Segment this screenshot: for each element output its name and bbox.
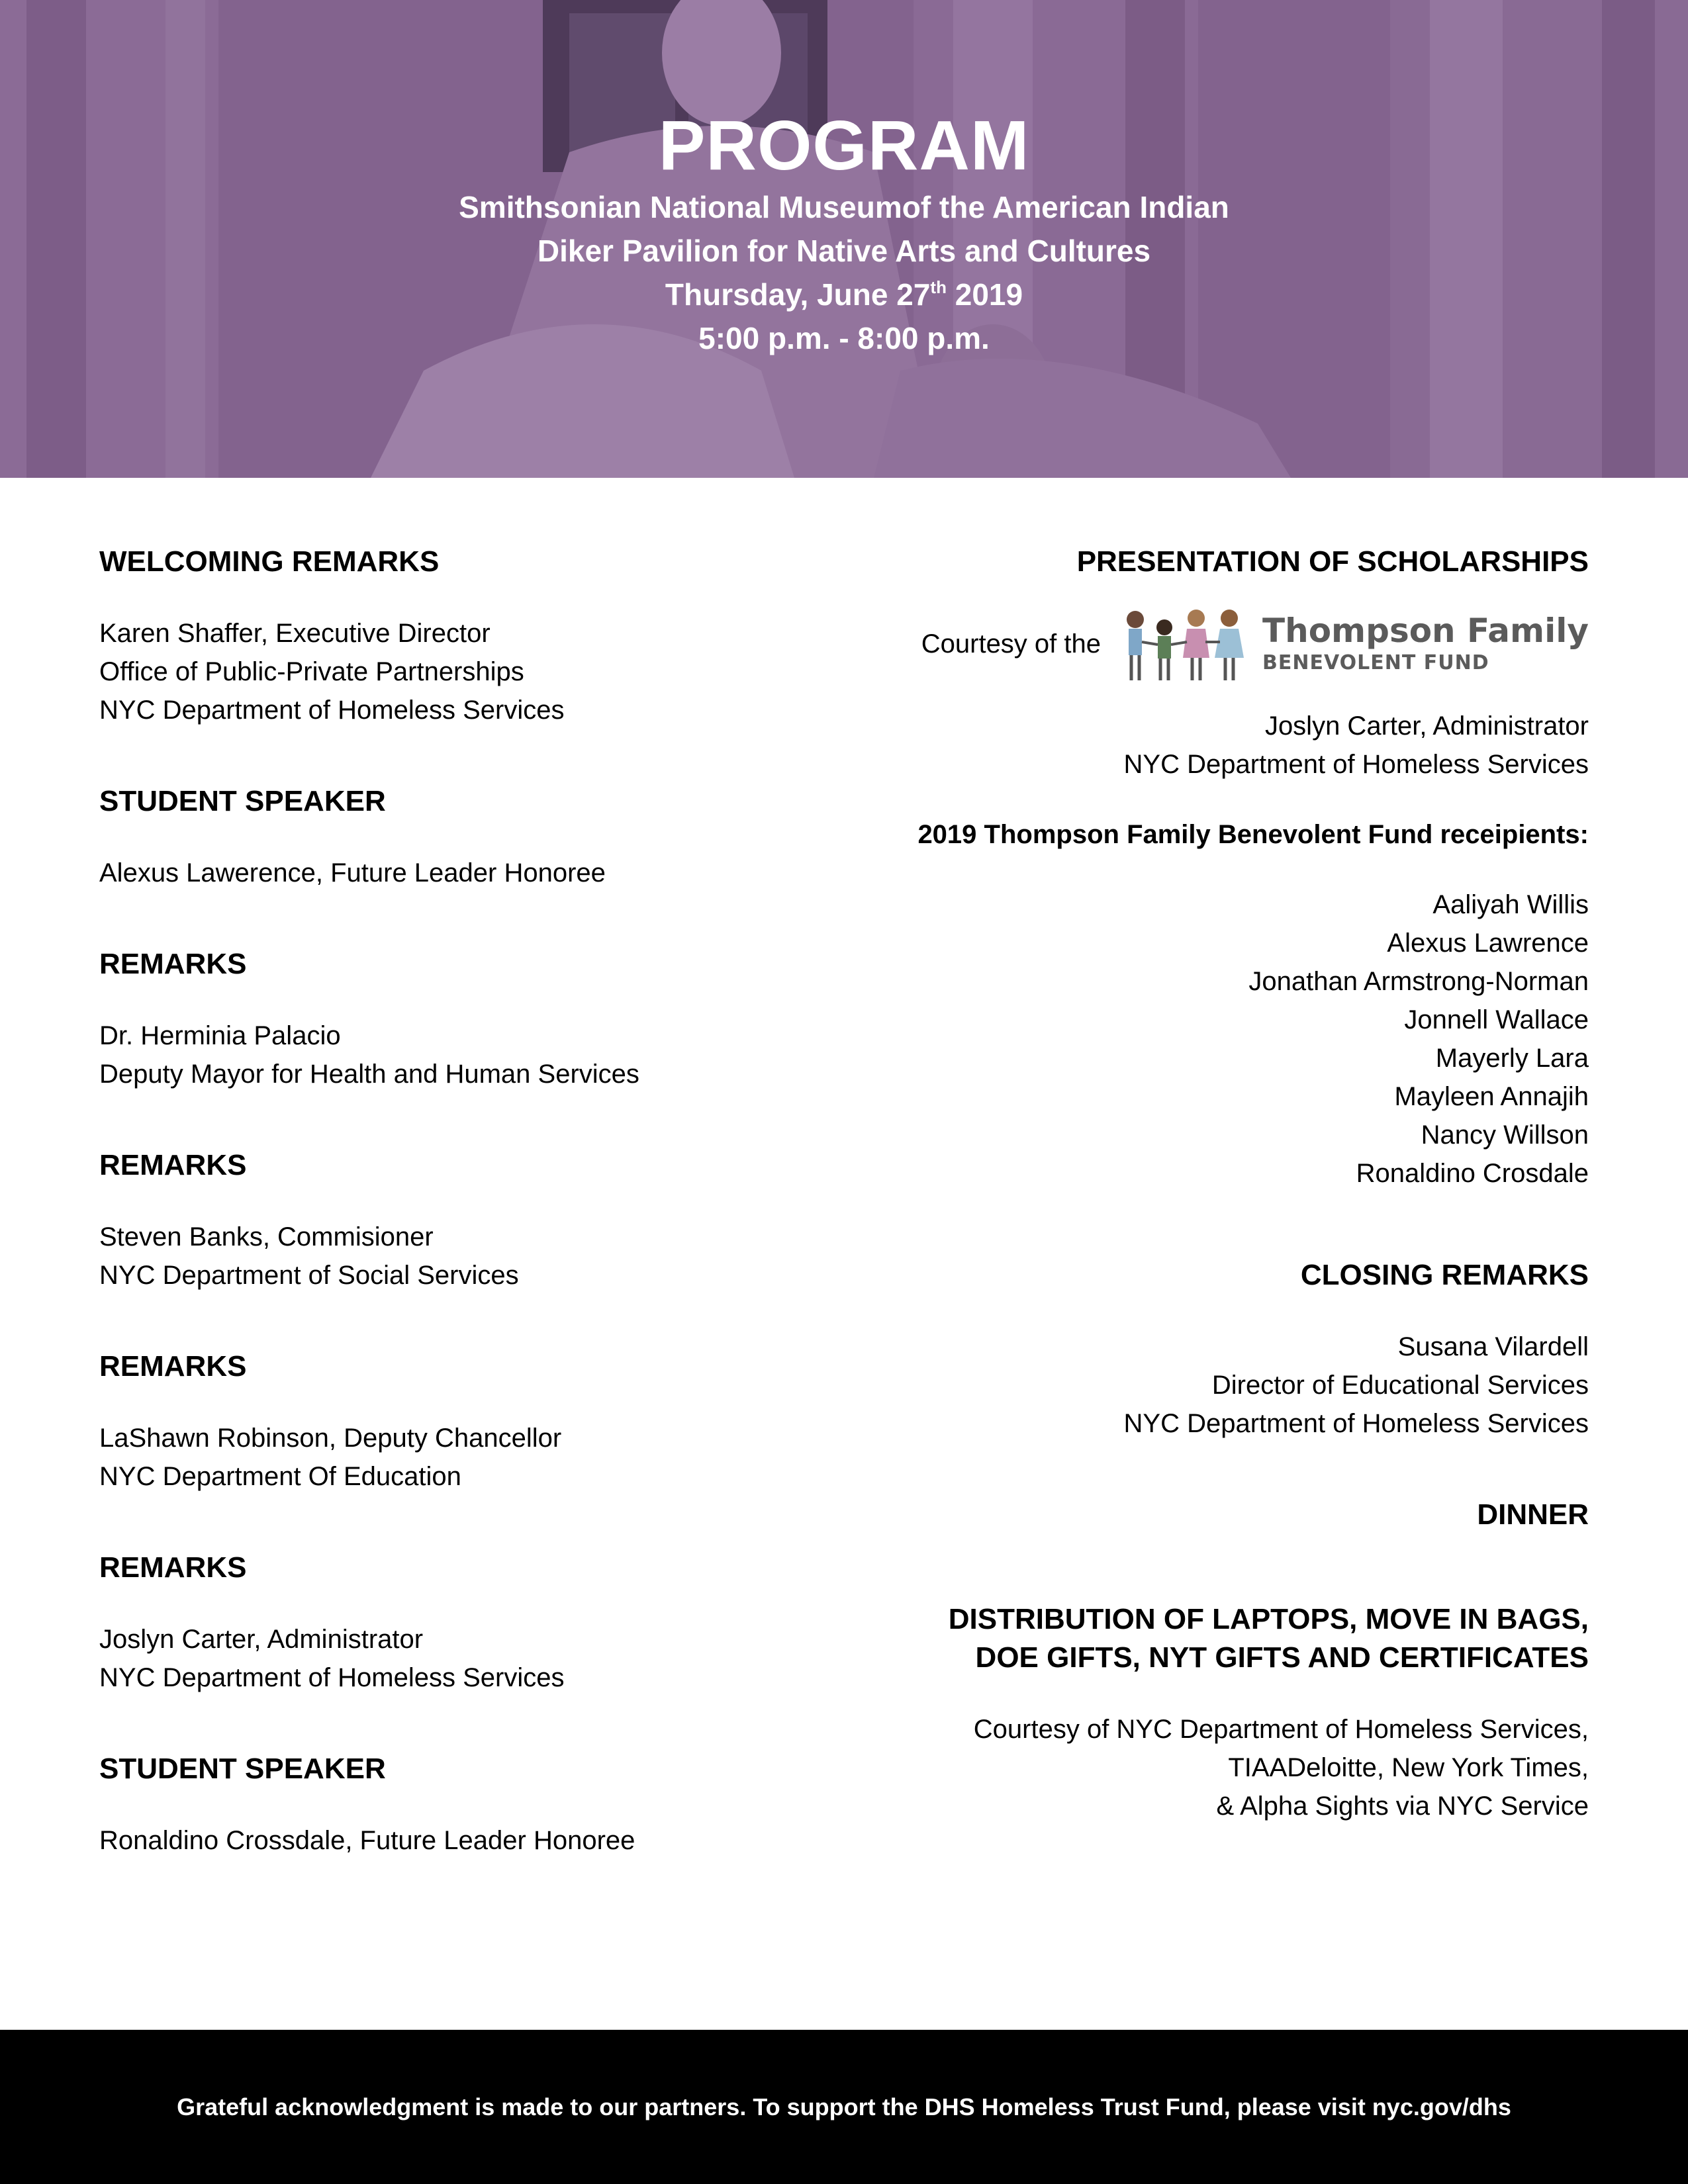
section-line: Deputy Mayor for Health and Human Services <box>99 1060 639 1089</box>
section-line: Steven Banks, Commisioner <box>99 1222 434 1251</box>
logo-line-1: Thompson Family <box>1262 612 1589 650</box>
recipient-name: Alexus Lawrence <box>1387 929 1589 958</box>
section-line: NYC Department of Homeless Services <box>99 696 565 725</box>
program-section <box>99 1146 827 1295</box>
recipient-name: Nancy Willson <box>1421 1120 1589 1150</box>
section-body <box>99 614 827 729</box>
program-left-column <box>99 543 827 1860</box>
section-line: Alexus Lawerence, Future Leader Honoree <box>99 858 606 887</box>
section-line: Karen Shaffer, Executive Director <box>99 619 491 648</box>
venue-line-2: Diker Pavilion for Native Arts and Cultures <box>537 234 1151 268</box>
recipient-name: Ronaldino Crosdale <box>1356 1159 1589 1188</box>
recipients-heading: 2019 Thompson Family Benevolent Fund receipients: <box>917 820 1589 849</box>
event-date-year: 2019 <box>946 277 1023 312</box>
closing-remarks-body <box>854 1328 1589 1443</box>
courtesy-row <box>854 594 1589 694</box>
distribution-line: Courtesy of NYC Department of Homeless Services, <box>973 1715 1589 1744</box>
event-time: 5:00 p.m. - 8:00 p.m. <box>698 321 990 355</box>
logo-wordmark <box>1262 612 1589 676</box>
closing-line: NYC Department of Homeless Services <box>1123 1409 1589 1438</box>
section-body <box>99 854 827 892</box>
section-heading: REMARKS <box>99 1149 247 1181</box>
event-date <box>0 273 1688 316</box>
program-section <box>99 1750 827 1860</box>
section-body <box>99 1218 827 1295</box>
program-section <box>99 945 827 1093</box>
venue-line-1: Smithsonian National Museumof the American Indian <box>459 190 1229 224</box>
section-line: Dr. Herminia Palacio <box>99 1021 341 1050</box>
section-line: Office of Public-Private Partnerships <box>99 657 524 686</box>
section-body <box>99 1620 827 1697</box>
program-section <box>99 1347 827 1496</box>
section-body <box>99 1821 827 1860</box>
logo-line-2: BENEVOLENT FUND <box>1262 651 1489 674</box>
courtesy-label: Courtesy of the <box>921 629 1101 659</box>
section-heading: REMARKS <box>99 1350 247 1383</box>
distribution-body <box>854 1710 1589 1825</box>
distribution-line: TIAADeloitte, New York Times, <box>1228 1753 1589 1782</box>
program-section <box>99 1549 827 1697</box>
section-line: NYC Department of Homeless Services <box>99 1663 565 1692</box>
section-line: Ronaldino Crossdale, Future Leader Honoree <box>99 1826 635 1855</box>
recipient-name: Jonathan Armstrong-Norman <box>1248 967 1589 996</box>
header-text-block <box>0 106 1688 360</box>
section-line: LaShawn Robinson, Deputy Chancellor <box>99 1424 562 1453</box>
thompson-family-logo <box>1121 598 1589 690</box>
section-line: Joslyn Carter, Administrator <box>99 1625 424 1654</box>
section-body <box>99 1419 827 1496</box>
recipient-name: Aaliyah Willis <box>1432 890 1589 919</box>
scholarships-presenter <box>854 707 1589 784</box>
children-holding-hands-icon <box>1121 601 1253 687</box>
presenter-line: NYC Department of Homeless Services <box>1123 750 1589 779</box>
section-heading: STUDENT SPEAKER <box>99 1752 386 1785</box>
section-heading: STUDENT SPEAKER <box>99 785 386 817</box>
footer-bar <box>0 2030 1688 2184</box>
program-section <box>99 543 827 729</box>
scholarships-heading: PRESENTATION OF SCHOLARSHIPS <box>1076 545 1589 578</box>
recipient-name: Mayleen Annajih <box>1394 1082 1589 1111</box>
recipient-name: Jonnell Wallace <box>1404 1005 1589 1034</box>
distribution-line: & Alpha Sights via NYC Service <box>1216 1792 1589 1821</box>
recipients-list <box>854 886 1589 1193</box>
event-date-prefix: Thursday, June 27 <box>665 277 931 312</box>
section-line: NYC Department Of Education <box>99 1462 461 1491</box>
dinner-heading: DINNER <box>1477 1498 1589 1531</box>
section-heading: REMARKS <box>99 948 247 980</box>
footer-acknowledgment: Grateful acknowledgment is made to our partners. To support the DHS Homeless Trust Fund, please visit nyc.gov/dhs <box>177 2093 1511 2120</box>
section-heading: REMARKS <box>99 1551 247 1584</box>
distribution-heading <box>854 1600 1589 1677</box>
program-title: PROGRAM <box>658 107 1030 185</box>
program-section <box>99 782 827 892</box>
program-right-column <box>854 543 1589 1825</box>
distribution-heading-line: DOE GIFTS, NYT GIFTS AND CERTIFICATES <box>975 1641 1589 1674</box>
closing-remarks-heading: CLOSING REMARKS <box>1300 1259 1589 1291</box>
closing-line: Director of Educational Services <box>1211 1371 1589 1400</box>
recipient-name: Mayerly Lara <box>1435 1044 1589 1073</box>
presenter-line: Joslyn Carter, Administrator <box>1264 711 1589 741</box>
section-body <box>99 1017 827 1093</box>
distribution-heading-line: DISTRIBUTION OF LAPTOPS, MOVE IN BAGS, <box>948 1603 1589 1635</box>
section-line: NYC Department of Social Services <box>99 1261 519 1290</box>
closing-line: Susana Vilardell <box>1397 1332 1589 1361</box>
header-banner <box>0 0 1688 478</box>
section-heading: WELCOMING REMARKS <box>99 545 440 578</box>
event-date-ordinal: th <box>930 277 947 297</box>
